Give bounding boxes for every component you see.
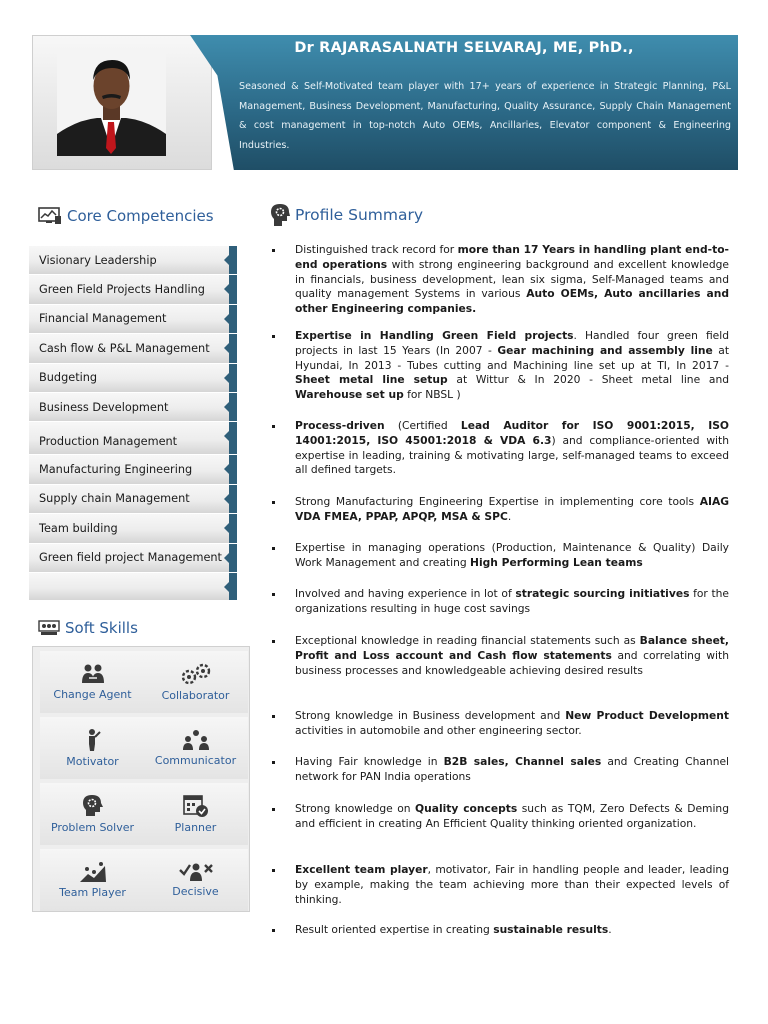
list-item-empty xyxy=(29,573,237,601)
emphasis-text: Quality concepts xyxy=(415,802,518,815)
summary-text: activities in automobile and other engineering sector. xyxy=(295,723,582,737)
list-marker xyxy=(229,455,237,483)
chart-monitor-icon xyxy=(38,207,62,225)
list-item xyxy=(29,485,237,514)
list-marker xyxy=(229,364,237,392)
list-item xyxy=(270,329,729,403)
competency-label: Production Management xyxy=(39,434,178,448)
list-item xyxy=(29,364,237,393)
list-item xyxy=(29,334,237,363)
list-item xyxy=(29,246,237,275)
candidate-name: Dr RAJARASALNATH SELVARAJ, ME, PhD., xyxy=(294,40,634,56)
emphasis-text: strategic sourcing initiatives xyxy=(515,587,690,600)
list-marker xyxy=(229,485,237,513)
emphasis-text: sustainable results xyxy=(493,923,609,936)
emphasis-text: Warehouse set up xyxy=(295,388,404,402)
competency-label: Business Development xyxy=(39,400,169,414)
skill-label: Team Player xyxy=(59,886,126,899)
competency-label: Cash flow & P&L Management xyxy=(39,341,210,355)
summary-text: . xyxy=(507,509,512,523)
list-marker xyxy=(229,514,237,542)
summary-text: such as TQM, Zero Defects & Deming and efficient in creating An Efficient Quality thinking oriented organization. xyxy=(295,802,729,830)
skill-tile xyxy=(143,651,248,713)
skill-tile xyxy=(143,849,248,911)
section-title: Soft Skills xyxy=(65,619,138,637)
soft-skills-heading xyxy=(38,619,138,637)
gears-icon xyxy=(178,662,214,686)
summary-text: Strong knowledge in Business development and xyxy=(295,709,566,722)
competency-label: Green Field Projects Handling xyxy=(39,283,205,297)
emphasis-text: Balance sheet, Profit and Loss account and Cash flow statements xyxy=(295,634,729,662)
group-icon xyxy=(182,729,210,751)
summary-text: Involved and having experience in lot of xyxy=(295,587,516,600)
skill-label: Motivator xyxy=(66,755,119,768)
skill-tile xyxy=(143,783,248,845)
summary-text: . Handled four green field projects in last 15 Years (In 2007 - xyxy=(295,329,730,357)
summary-text: and correlating with business processes and knowledgeable achieving desired results xyxy=(295,648,729,677)
summary-text: and Creating Channel network for PAN India operations xyxy=(295,755,730,783)
summary-text: Strong Manufacturing Engineering Expertise in implementing core tools xyxy=(295,495,700,508)
skill-tile xyxy=(40,849,145,911)
emphasis-text: more than 17 Years in handling plant end-to-end operations xyxy=(295,243,729,271)
core-competencies-heading xyxy=(38,207,214,225)
head-gear-icon xyxy=(270,203,290,227)
list-marker xyxy=(229,573,237,600)
list-marker xyxy=(229,544,237,572)
skill-tile xyxy=(40,717,145,779)
list-item xyxy=(29,544,237,573)
meeting-icon xyxy=(38,620,60,636)
calendar-check-icon xyxy=(183,794,209,818)
summary-text: at Hyundai, In 2013 - Tubes cutting and Machining line set up at TI, In 2017 - xyxy=(295,343,730,372)
skill-label: Decisive xyxy=(172,885,219,898)
list-item xyxy=(270,495,729,525)
competency-label: Financial Management xyxy=(39,312,167,326)
list-item xyxy=(29,305,237,334)
emphasis-text: AIAG VDA FMEA, PPAP, APQP, MSA & SPC xyxy=(295,495,729,523)
list-item xyxy=(29,514,237,543)
list-item xyxy=(270,634,729,678)
list-item xyxy=(270,587,729,617)
soft-skills-panel xyxy=(32,646,250,912)
emphasis-text: Lead Auditor for ISO 9001:2015, ISO 14001:2015, ISO 45001:2018 & VDA 6.3 xyxy=(295,419,729,447)
list-item xyxy=(270,923,729,938)
emphasis-text: B2B sales, Channel sales xyxy=(443,755,602,768)
competencies-list xyxy=(29,246,245,601)
emphasis-text: Expertise in Handling Green Field projects xyxy=(295,329,574,342)
check-cross-person-icon xyxy=(178,862,214,882)
skill-label: Collaborator xyxy=(161,689,230,702)
summary-text: Expertise in managing operations (Production, Maintenance & Quality) Daily Work Management and creating xyxy=(295,541,729,569)
emphasis-text: Excellent team player xyxy=(295,863,428,876)
list-item xyxy=(29,422,237,455)
head-gear-icon xyxy=(82,794,104,818)
emphasis-text: Process-driven xyxy=(295,419,385,432)
list-item xyxy=(270,541,729,571)
photo-card xyxy=(32,35,212,170)
summary-text: Strong knowledge on xyxy=(295,802,416,815)
emphasis-text: Auto OEMs, Auto ancillaries and other Engineering companies. xyxy=(295,287,729,316)
summary-text: Exceptional knowledge in reading financial statements such as xyxy=(295,634,640,647)
skill-label: Change Agent xyxy=(53,688,132,701)
competency-label: Budgeting xyxy=(39,371,98,385)
people-exchange-icon xyxy=(80,663,106,685)
summary-text: for NBSL ) xyxy=(403,388,461,402)
list-item xyxy=(29,275,237,304)
profile-photo xyxy=(57,48,166,156)
intro-text: Seasoned & Self-Motivated team player with 17+ years of experience in Strategic Planning, P&L Management, Business Development, Manufacturing, Quality Assurance, Supply Chain Management & cost management in top-notch Auto OEMs, Ancillaries, Elevator component & Engineering Industries. xyxy=(239,81,731,152)
list-marker xyxy=(229,334,237,362)
summary-text: with strong engineering background and excellent knowledge in financials, business development, lean six sigma, Self-Managed teams and quality management Systems in various xyxy=(295,257,729,301)
summary-text: . xyxy=(608,923,612,936)
summary-text: for the organizations resulting in huge cost savings xyxy=(295,587,730,615)
emphasis-text: Sheet metal line setup xyxy=(295,373,448,387)
competency-label: Supply chain Management xyxy=(39,492,190,506)
summary-text: at Wittur & In 2020 - Sheet metal line and xyxy=(447,373,729,387)
skill-tile xyxy=(40,783,145,845)
header xyxy=(32,35,738,170)
skill-label: Planner xyxy=(174,821,217,834)
list-marker xyxy=(229,246,237,274)
skill-tile xyxy=(40,651,145,713)
skill-label: Communicator xyxy=(154,754,237,767)
list-item xyxy=(270,863,729,907)
summary-text: Having Fair knowledge in xyxy=(295,755,444,768)
summary-text: , motivator, Fair in handling people and leader, leading by example, making the team achieving more than their expected levels of thinking. xyxy=(295,863,729,906)
presenter-icon xyxy=(83,728,103,752)
competency-label: Manufacturing Engineering xyxy=(39,463,193,477)
emphasis-text: New Product Development xyxy=(565,709,729,722)
skill-label: Problem Solver xyxy=(50,821,135,834)
list-marker xyxy=(229,275,237,303)
competency-label: Team building xyxy=(39,521,118,535)
list-marker xyxy=(229,393,237,421)
skill-tile xyxy=(143,717,248,779)
section-title: Profile Summary xyxy=(295,206,424,224)
list-item xyxy=(270,243,729,317)
list-item xyxy=(270,419,729,478)
list-item xyxy=(29,455,237,484)
list-item xyxy=(29,393,237,422)
summary-text: Result oriented expertise in creating xyxy=(295,923,494,936)
list-item xyxy=(270,709,729,739)
list-marker xyxy=(229,305,237,333)
list-marker xyxy=(229,422,237,454)
summary-text: (Certified xyxy=(384,419,461,432)
list-item xyxy=(270,802,729,832)
list-item xyxy=(270,755,729,785)
competency-label: Green field project Management xyxy=(39,551,222,565)
section-title: Core Competencies xyxy=(67,207,214,225)
profile-summary-heading xyxy=(270,203,423,227)
competency-label: Visionary Leadership xyxy=(39,253,157,267)
climbing-team-icon xyxy=(79,861,107,883)
emphasis-text: Gear machining and assembly line xyxy=(497,343,713,357)
summary-text: Distinguished track record for xyxy=(295,243,458,256)
summary-text: ) and compliance-oriented with expertise in leading, training & motivating large, self-managed teams to exceed all defined targets. xyxy=(295,433,729,477)
emphasis-text: High Performing Lean teams xyxy=(470,555,643,569)
